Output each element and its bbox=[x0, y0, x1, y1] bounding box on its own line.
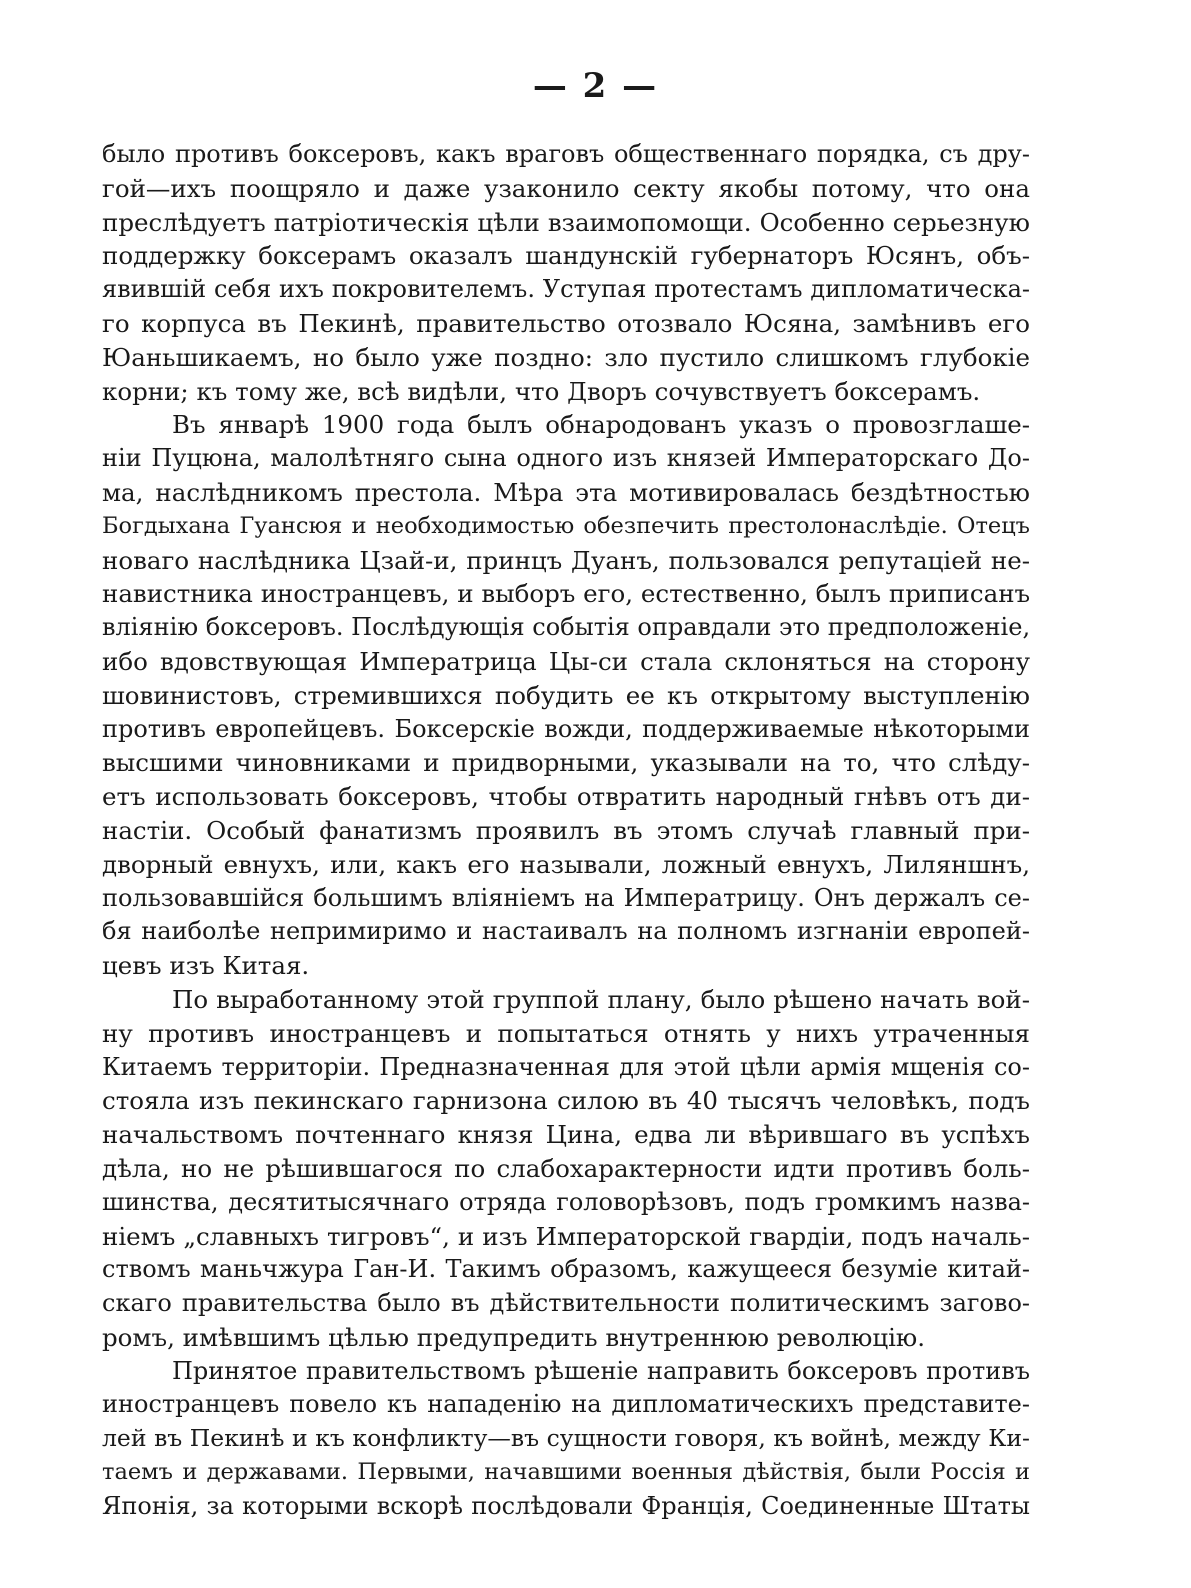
text-line: Въ январѣ 1900 года былъ обнародованъ указъ о провозглаше- bbox=[172, 410, 1030, 440]
text-line: ромъ, имѣвшимъ цѣлью предупредить внутреннюю революцію. bbox=[102, 1322, 926, 1352]
text-line: таемъ и державами. Первыми, начавшими военныя дѣйствія, были Россія и bbox=[102, 1459, 1030, 1486]
text-line: иностранцевъ повело къ нападенію на дипломатическихъ представите- bbox=[102, 1390, 1030, 1419]
text-line: преслѣдуетъ патріотическія цѣли взаимопомощи. Особенно серьезную bbox=[102, 207, 1030, 237]
text-line: Принятое правительствомъ рѣшеніе направить боксеровъ противъ bbox=[172, 1356, 1030, 1385]
text-line: новаго наслѣдника Цзай-и, принцъ Дуанъ, пользовался репутаціей не- bbox=[102, 545, 1030, 575]
text-line: дѣла, но не рѣшившагося по слабохарактерности идти противъ боль- bbox=[102, 1153, 1030, 1183]
text-line: навистника иностранцевъ, и выборъ его, естественно, былъ приписанъ bbox=[102, 579, 1030, 609]
text-line: бя наиболѣе непримиримо и настаивалъ на полномъ изгнаніи европей- bbox=[102, 917, 1030, 946]
text-line: Юаньшикаемъ, но было уже поздно: зло пустило слишкомъ глубокіе bbox=[102, 342, 1030, 372]
text-line: было противъ боксеровъ, какъ враговъ общественнаго порядка, съ дру- bbox=[102, 140, 1030, 168]
text-line: ма, наслѣдникомъ престола. Мѣра эта мотивировалась бездѣтностью bbox=[102, 477, 1030, 507]
text-line: ніи Пуцюна, малолѣтняго сына одного изъ князей Императорскаго До- bbox=[102, 444, 1030, 473]
text-line: корни; къ тому же, всѣ видѣли, что Дворъ сочувствуетъ боксерамъ. bbox=[102, 376, 981, 406]
text-line: поддержку боксерамъ оказалъ шандунскій губернаторъ Юсянъ, объ- bbox=[102, 241, 1030, 271]
text-line: вліянію боксеровъ. Послѣдующія событія оправдали это предположеніе, bbox=[102, 613, 1030, 642]
text-line: го корпуса въ Пекинѣ, правительство отозвало Юсяна, замѣнивъ его bbox=[102, 308, 1030, 338]
page-number: — 2 — bbox=[532, 66, 659, 106]
text-line: Японія, за которыми вскорѣ послѣдовали Франція, Соединенные Штаты bbox=[102, 1491, 1030, 1520]
text-line: ніемъ „славныхъ тигровъ“, и изъ Императорской гвардіи, подъ началь- bbox=[102, 1221, 1030, 1251]
text-line: Китаемъ территоріи. Предназначенная для этой цѣли армія мщенія со- bbox=[102, 1052, 1030, 1081]
text-line: стояла изъ пекинскаго гарнизона силою въ 40 тысячъ человѣкъ, подъ bbox=[102, 1086, 1030, 1116]
text-line: пользовавшійся большимъ вліяніемъ на Императрицу. Онъ держалъ се- bbox=[102, 883, 1030, 912]
text-line: гой—ихъ поощряло и даже узаконило секту якобы потому, что она bbox=[102, 173, 1030, 203]
text-line: настіи. Особый фанатизмъ проявилъ въ этомъ случаѣ главный при- bbox=[102, 815, 1030, 845]
text-line: ну противъ иностранцевъ и попытаться отнять у нихъ утраченныя bbox=[102, 1018, 1030, 1048]
text-line: начальствомъ почтеннаго князя Цина, едва ли вѣрившаго въ успѣхъ bbox=[102, 1120, 1030, 1150]
text-line: шовинистовъ, стремившихся побудить ее къ открытому выступленію bbox=[102, 680, 1030, 710]
text-line: цевъ изъ Китая. bbox=[102, 951, 310, 981]
text-line: скаго правительства было въ дѣйствительности политическимъ загово- bbox=[102, 1289, 1030, 1318]
text-line: высшими чиновниками и придворными, указывали на то, что слѣду- bbox=[102, 748, 1030, 778]
text-line: Богдыхана Гуансюя и необходимостью обезпечить престолонаслѣдіе. Отецъ bbox=[102, 512, 1030, 539]
text-line: ибо вдовствующая Императрица Цы-си стала склоняться на сторону bbox=[102, 646, 1030, 676]
text-line: шинства, десятитысячнаго отряда головорѣзовъ, подъ громкимъ назва- bbox=[102, 1187, 1030, 1216]
text-line: противъ европейцевъ. Боксерскіе вожди, поддерживаемые нѣкоторыми bbox=[102, 714, 1030, 743]
text-line: ствомъ маньчжура Ган-И. Такимъ образомъ, кажущееся безуміе китай- bbox=[102, 1255, 1030, 1284]
text-line: лей въ Пекинѣ и къ конфликту—въ сущности говоря, къ войнѣ, между Ки- bbox=[102, 1424, 1030, 1453]
text-line: дворный евнухъ, или, какъ его называли, ложный евнухъ, Лиляншнъ, bbox=[102, 849, 1030, 879]
text-line: етъ использовать боксеровъ, чтобы отвратить народный гнѣвъ отъ ди- bbox=[102, 782, 1030, 812]
body-text bbox=[102, 138, 1030, 1524]
text-line: явившій себя ихъ покровителемъ. Уступая протестамъ дипломатическа- bbox=[102, 275, 1030, 304]
text-line: По выработанному этой группой плану, было рѣшено начать вой- bbox=[172, 984, 1030, 1014]
